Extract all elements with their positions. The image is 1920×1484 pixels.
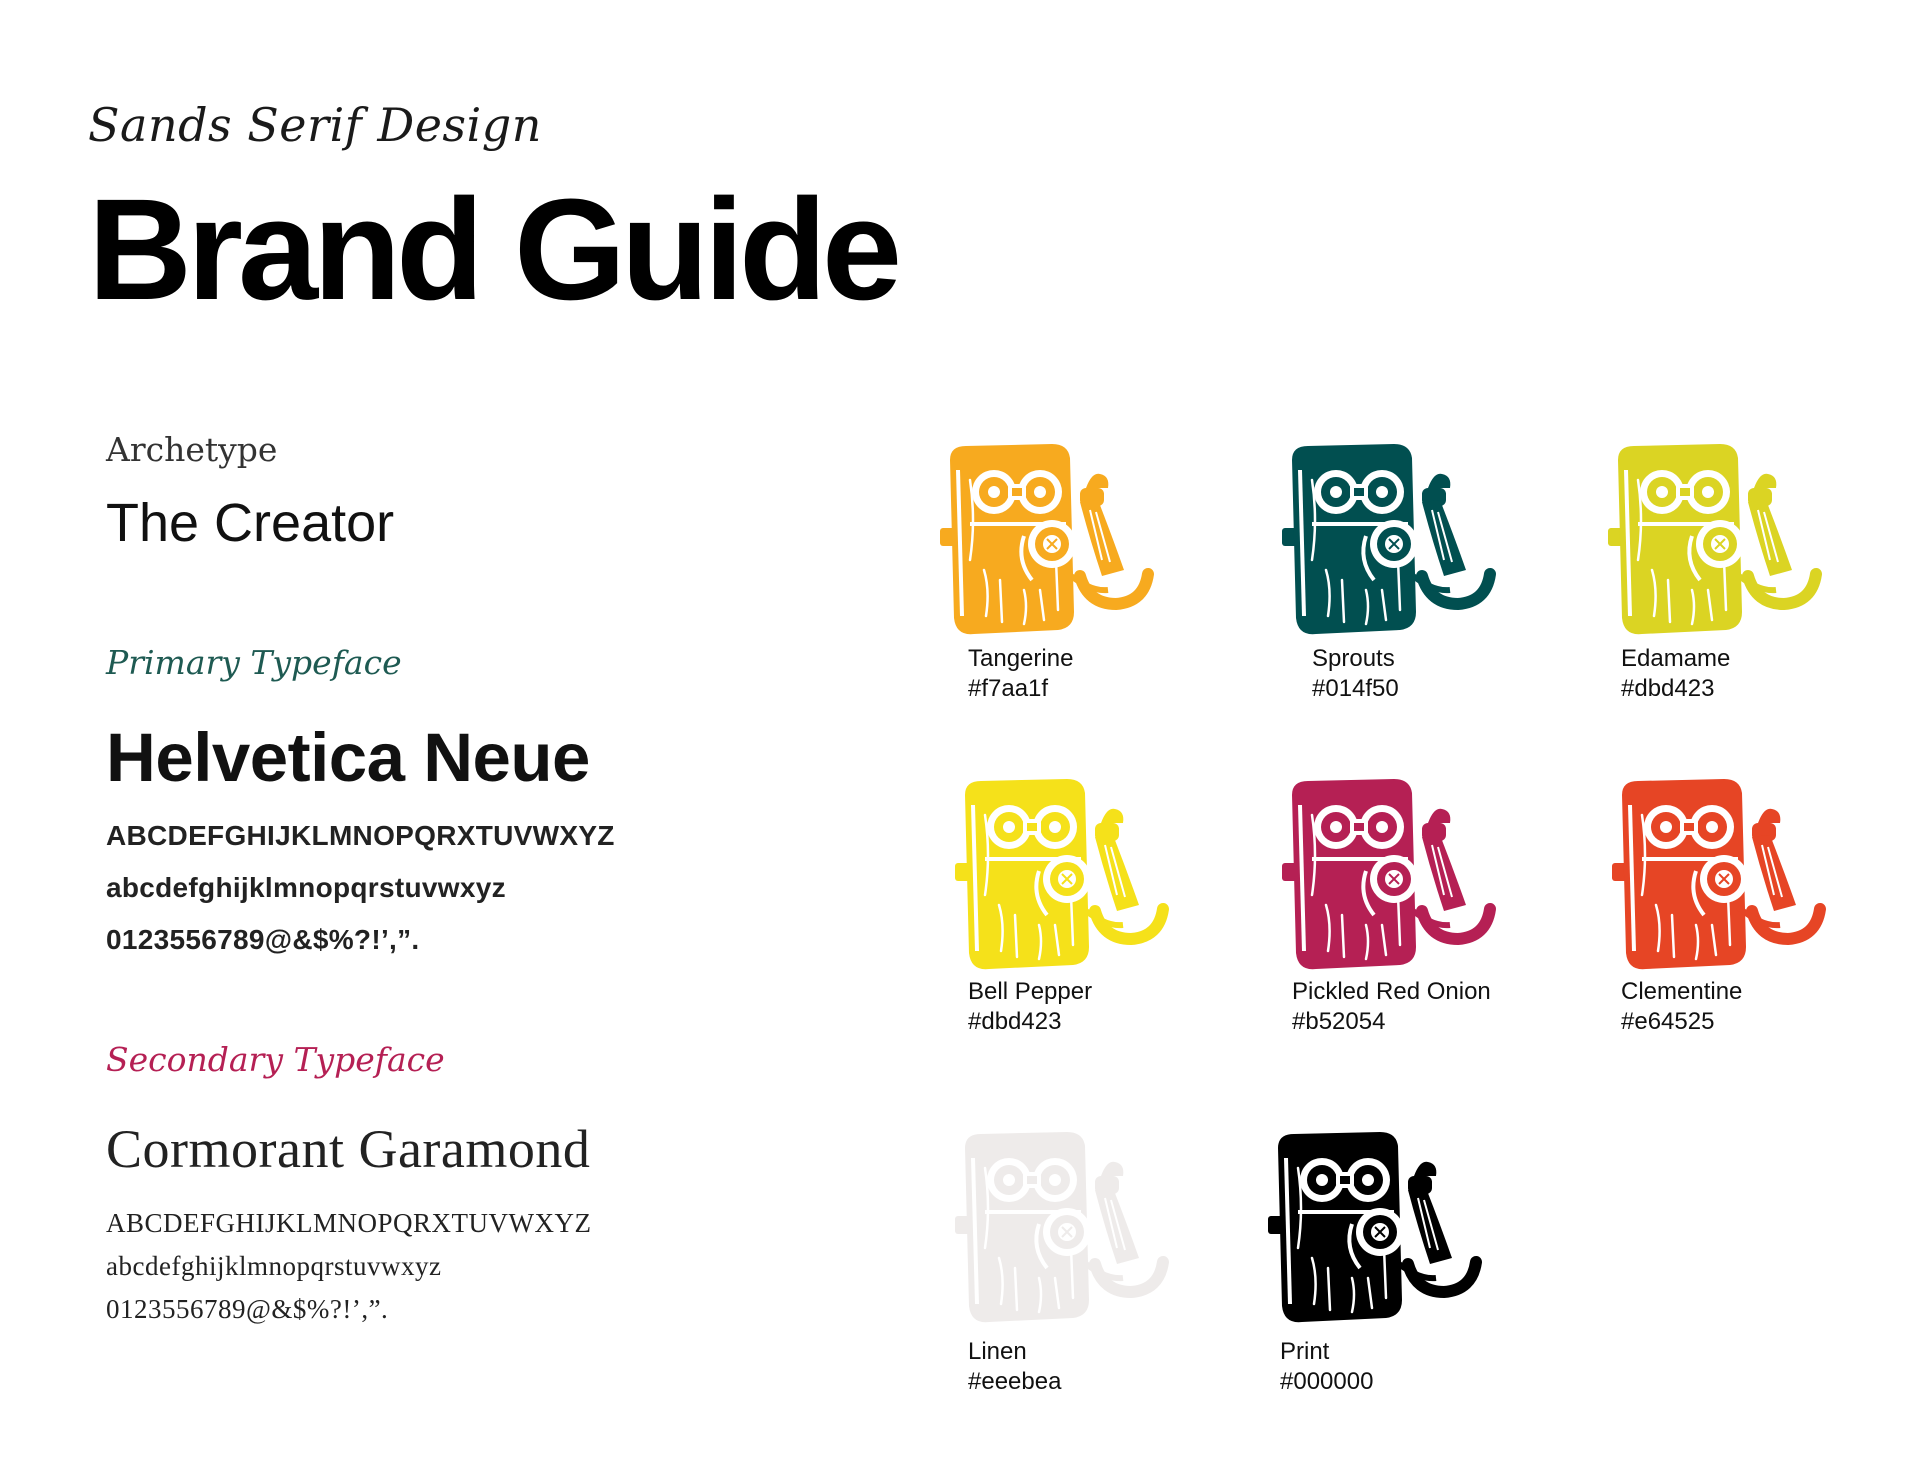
primary-uppercase-sample: ABCDEFGHIJKLMNOPQRXTUVWXYZ (106, 820, 615, 851)
swatch-name: Bell Pepper (968, 978, 1093, 1005)
color-swatch (1268, 1128, 1528, 1358)
primary-typeface-name: Helvetica Neue (106, 719, 590, 796)
color-swatch (955, 775, 1215, 1005)
swatch-name: Edamame (1621, 645, 1731, 672)
color-swatch (955, 1128, 1215, 1358)
swatch-name: Pickled Red Onion (1292, 978, 1491, 1005)
color-swatch (1282, 775, 1542, 1005)
secondary-uppercase-sample: ABCDEFGHIJKLMNOPQRXTUVWXYZ (106, 1208, 592, 1238)
swatch-name: Sprouts (1312, 645, 1395, 672)
color-swatch (1612, 775, 1872, 1005)
swatch-name: Clementine (1621, 978, 1743, 1005)
swatch-hex: #000000 (1280, 1368, 1374, 1395)
archetype-label: Archetype (106, 430, 278, 469)
swatch-name: Linen (968, 1338, 1027, 1365)
swatch-hex: #dbd423 (1621, 675, 1715, 702)
secondary-typeface-name: Cormorant Garamond (106, 1119, 591, 1179)
secondary-numerals-sample: 0123556789@&$%?!’,”. (106, 1294, 389, 1324)
swatch-hex: #b52054 (1292, 1008, 1386, 1035)
primary-lowercase-sample: abcdefghijklmnopqrstuvwxyz (106, 872, 506, 903)
swatch-name: Tangerine (968, 645, 1074, 672)
swatch-hex: #e64525 (1621, 1008, 1715, 1035)
secondary-typeface-label: Secondary Typeface (106, 1040, 445, 1079)
archetype-value: The Creator (106, 493, 395, 553)
primary-typeface-label: Primary Typeface (106, 643, 402, 682)
swatch-name: Print (1280, 1338, 1330, 1365)
secondary-lowercase-sample: abcdefghijklmnopqrstuvwxyz (106, 1251, 442, 1281)
color-swatch (1608, 440, 1868, 670)
color-swatch (940, 440, 1200, 670)
swatch-hex: #f7aa1f (968, 675, 1049, 702)
swatch-hex: #dbd423 (968, 1008, 1062, 1035)
primary-numerals-sample: 0123556789@&$%?!’,”. (106, 924, 420, 955)
swatch-hex: #014f50 (1312, 675, 1399, 702)
color-swatch (1282, 440, 1542, 670)
page-title: Brand Guide (88, 169, 898, 330)
swatch-hex: #eeebea (968, 1368, 1062, 1395)
brand-subtitle: Sands Serif Design (88, 98, 542, 152)
